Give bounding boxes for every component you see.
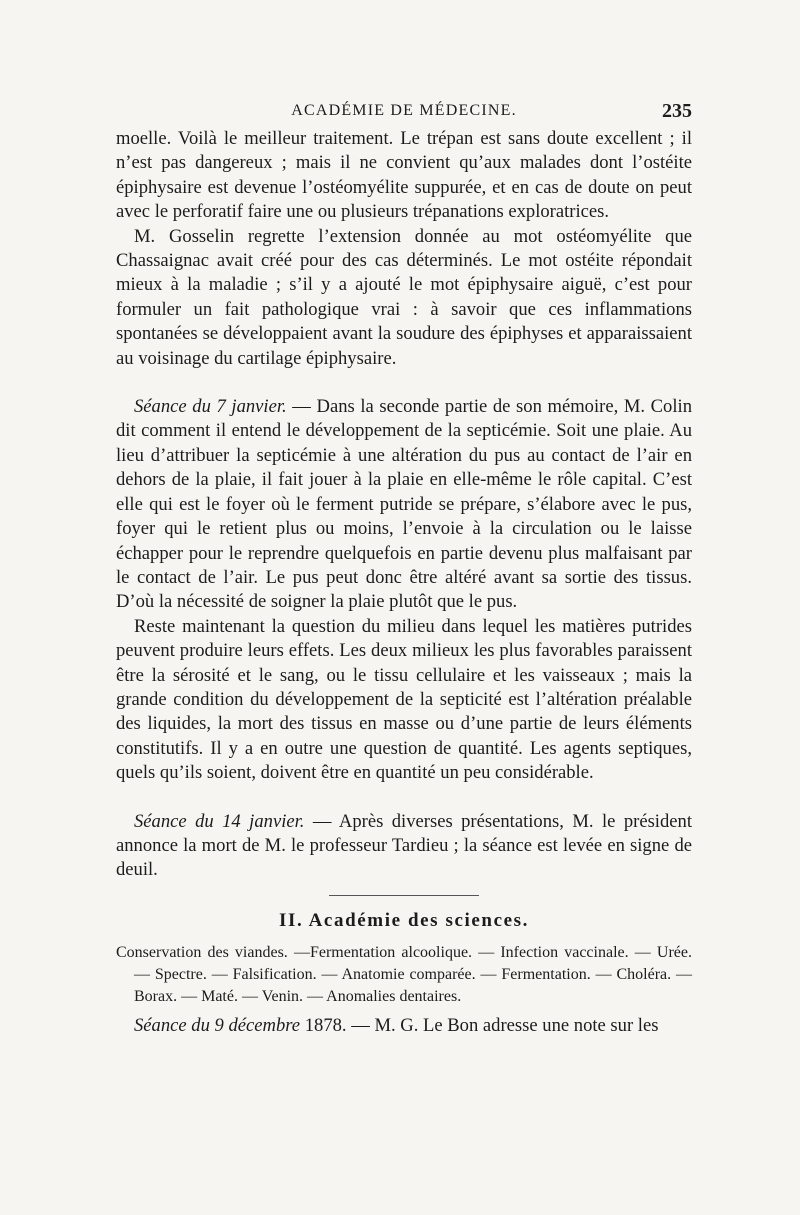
paragraph-gosselin: M. Gosselin regrette l’extension donnée au mot ostéomyélite que Chassaignac avait créé pour des cas déterminés. Le mot ostéite répondait mieux à la maladie ; s’il y a ajouté le mot épiphysaire aiguë, c’est pour formuler un fait pathologique vrai : à savoir que ces inflammations spontanées se développaient avant la soudure des épiphyses et apparaissaient au voisinage du cartilage épiphysaire.: [116, 225, 692, 369]
seance-date: Séance du 14 janvier.: [134, 810, 305, 832]
page-header: [116, 100, 692, 130]
paragraph-seance-14-janvier: [116, 810, 692, 883]
seance-text: — Dans la seconde partie de son mémoire, M. Colin dit comment il entend le développement de la septicémie. Soit une plaie. Au lieu d’attribuer la septicémie à une altération du pus au contact de l’air en dehors de la plaie, il fait jouer à la plaie en elle-même le rôle capital. C’est elle qui est le foyer où le ferment putride se prépare, s’élabore avec le pus, foyer qui le retient plus ou moins, l’envoie à la circulation ou le laisse échapper pour le reprendre quelquefois en partie devenu plus malfaisant par le contact de l’air. Le pus peut donc être altéré avant sa sortie des tissus. D’où la nécessité de soigner la plaie plutôt que le pus.: [116, 396, 692, 613]
seance-text: 1878. — M. G. Le Bon adresse une note sur les: [300, 1014, 659, 1036]
section-divider: [329, 895, 479, 896]
paragraph-milieu: Reste maintenant la question du milieu dans lequel les matières putrides peuvent produire leurs effets. Les deux milieux les plus favorables paraissent être la sérosité et le sang, ou le tissu cellulaire et les vaisseaux ; mais la grande condition du développement de la septicité est l’altération préalable des liquides, la mort des tissus en masse ou d’une partie de leurs éléments constitutifs. Il y a en outre une question de quantité. Les agents septiques, quels qu’ils soient, doivent être en quantité un peu considérable.: [116, 615, 692, 784]
seance-date: Séance du 9 décembre: [134, 1014, 301, 1036]
body-text: [116, 127, 692, 1038]
paragraph-seance-9-decembre: [116, 1014, 692, 1038]
spacer: [116, 371, 692, 395]
seance-text: — Après diverses présentations, M. le président annonce la mort de M. le professeur Tardieu ; la séance est levée en signe de deuil.: [116, 810, 692, 881]
seance-date: Séance du 7 janvier.: [134, 396, 287, 418]
section-summary: Conservation des viandes. —Fermentation alcoolique. — Infection vaccinale. — Urée. — Spectre. — Falsification. — Anatomie comparée. — Fermentation. — Choléra. — Borax. — Maté. — Venin. — Anomalies dentaires.: [116, 943, 692, 1005]
running-title: ACADÉMIE DE MÉDECINE.: [291, 102, 517, 119]
page-number: 235: [662, 100, 692, 122]
spacer: [116, 786, 692, 810]
section-heading: II. Académie des sciences.: [278, 909, 530, 931]
paragraph-continuation: moelle. Voilà le meilleur traitement. Le trépan est sans doute excellent ; il n’est pas dangereux ; mais il ne convient qu’aux malades dont l’ostéite épiphysaire est devenue l’ostéomyélite suppurée, et en cas de doute on peut avec le perforatif faire une ou plusieurs trépanations exploratrices.: [116, 128, 692, 223]
paragraph-seance-7-janvier: [116, 395, 692, 615]
